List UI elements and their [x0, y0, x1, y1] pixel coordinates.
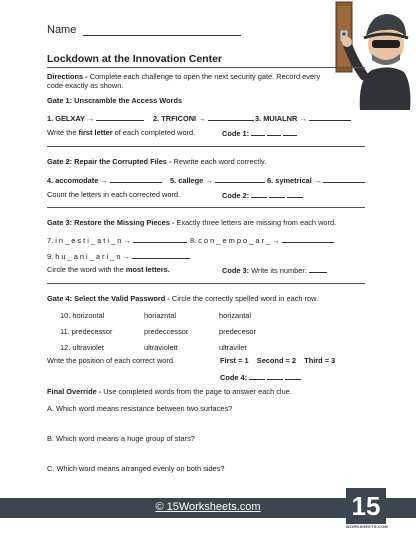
answer-blank[interactable] [309, 113, 351, 121]
gate1-item-3: 3. MUIALNR → [255, 113, 351, 123]
divider [47, 207, 365, 208]
footer-link[interactable]: © 15Worksheets.com [155, 501, 261, 513]
gate3-item-8: 8. c o n _ e m p o _ a r _ → [190, 235, 334, 245]
divider [47, 67, 365, 68]
code4: Code 4: [220, 372, 301, 382]
gate2-instruction: Count the letters in each corrected word. [47, 190, 181, 199]
name-label: Name [47, 24, 77, 36]
code-blank[interactable] [285, 372, 301, 380]
gate3-item-7: 7. i n _ e s t i _ a t i _ n → [47, 235, 187, 245]
gate2-item-6: 6. symetrical → [267, 175, 365, 185]
gate1-instruction: Write the first letter of each completed word. [47, 128, 196, 137]
answer-blank[interactable] [132, 251, 190, 259]
code-blank[interactable] [283, 128, 297, 136]
gate4-heading: Gate 4: Select the Valid Password - Circle the correctly spelled word in each row. [47, 294, 319, 303]
gate2-item-5: 5. callege → [170, 175, 265, 185]
code-blank[interactable] [309, 265, 327, 273]
directions-line-1: Directions - Complete each challenge to open the next security gate. Record every [47, 72, 321, 81]
gate4-row-10-col-1[interactable]: 10. horizontal [60, 311, 105, 320]
gate3-heading: Gate 3: Restore the Missing Pieces - Exactly three letters are missing from each word. [47, 218, 337, 227]
gate4-row-10-col-3[interactable]: horizantal [219, 311, 252, 320]
gate1-item-2: 2. TRFICONI → [153, 113, 254, 123]
gate2-item-4: 4. accomodate → [47, 175, 162, 185]
gate4-row-12-col-3[interactable]: ultravilet [219, 343, 247, 352]
15worksheets-logo: 15 WORKSHEETS.COM [346, 488, 386, 532]
code1: Code 1: [222, 128, 297, 138]
gate3-instruction: Circle the word with the most letters. [47, 265, 170, 274]
code-blank[interactable] [249, 372, 265, 380]
directions-line-2: code exactly as shown. [47, 81, 124, 90]
gate4-row-12-col-2[interactable]: ultraviolett [144, 343, 178, 352]
code-blank[interactable] [267, 128, 281, 136]
code-blank[interactable] [267, 372, 283, 380]
answer-blank[interactable] [110, 175, 162, 183]
code-blank[interactable] [287, 190, 303, 198]
final-question-c: C. Which word means arranged evenly on both sides? [47, 464, 225, 473]
gate2-heading: Gate 2: Repair the Corrupted Files - Rewrite each word correctly. [47, 157, 267, 166]
gate4-row-11-col-2[interactable]: predeccessor [144, 327, 189, 336]
answer-blank[interactable] [282, 235, 334, 243]
name-field[interactable] [83, 35, 241, 36]
answer-blank[interactable] [133, 235, 187, 243]
final-question-a: A. Which word means resistance between two surfaces? [47, 404, 233, 413]
answer-blank[interactable] [323, 175, 365, 183]
answer-blank[interactable] [96, 113, 144, 121]
code-blank[interactable] [251, 128, 265, 136]
code-blank[interactable] [251, 190, 267, 198]
code2: Code 2: [222, 190, 303, 200]
page-title: Lockdown at the Innovation Center [47, 53, 223, 65]
hacker-door-illustration [300, 0, 412, 112]
final-question-b: B. Which word means a huge group of stars? [47, 434, 195, 443]
gate4-instruction: Write the position of each correct word. [47, 356, 176, 365]
gate4-row-11-col-1[interactable]: 11. predecessor [60, 327, 113, 336]
gate4-positions: First = 1 Second = 2 Third = 3 [220, 356, 336, 365]
gate4-row-12-col-1[interactable]: 12. ultraviolet [60, 343, 104, 352]
final-heading: Final Override - Use completed words from the page to answer each clue. [47, 387, 292, 396]
code-blank[interactable] [269, 190, 285, 198]
code3: Code 3: Write its number: [222, 265, 327, 275]
answer-blank[interactable] [208, 113, 254, 121]
gate4-row-11-col-3[interactable]: predecesor [219, 327, 256, 336]
divider [47, 283, 365, 284]
gate4-row-10-col-2[interactable]: horiazntal [144, 311, 177, 320]
gate1-heading: Gate 1: Unscramble the Access Words [47, 96, 183, 105]
answer-blank[interactable] [215, 175, 265, 183]
gate1-item-1: 1. GELXAY → [47, 113, 144, 123]
gate3-item-9: 9. h u _ a n i _ a r i _ n → [47, 251, 190, 261]
divider [47, 146, 365, 147]
